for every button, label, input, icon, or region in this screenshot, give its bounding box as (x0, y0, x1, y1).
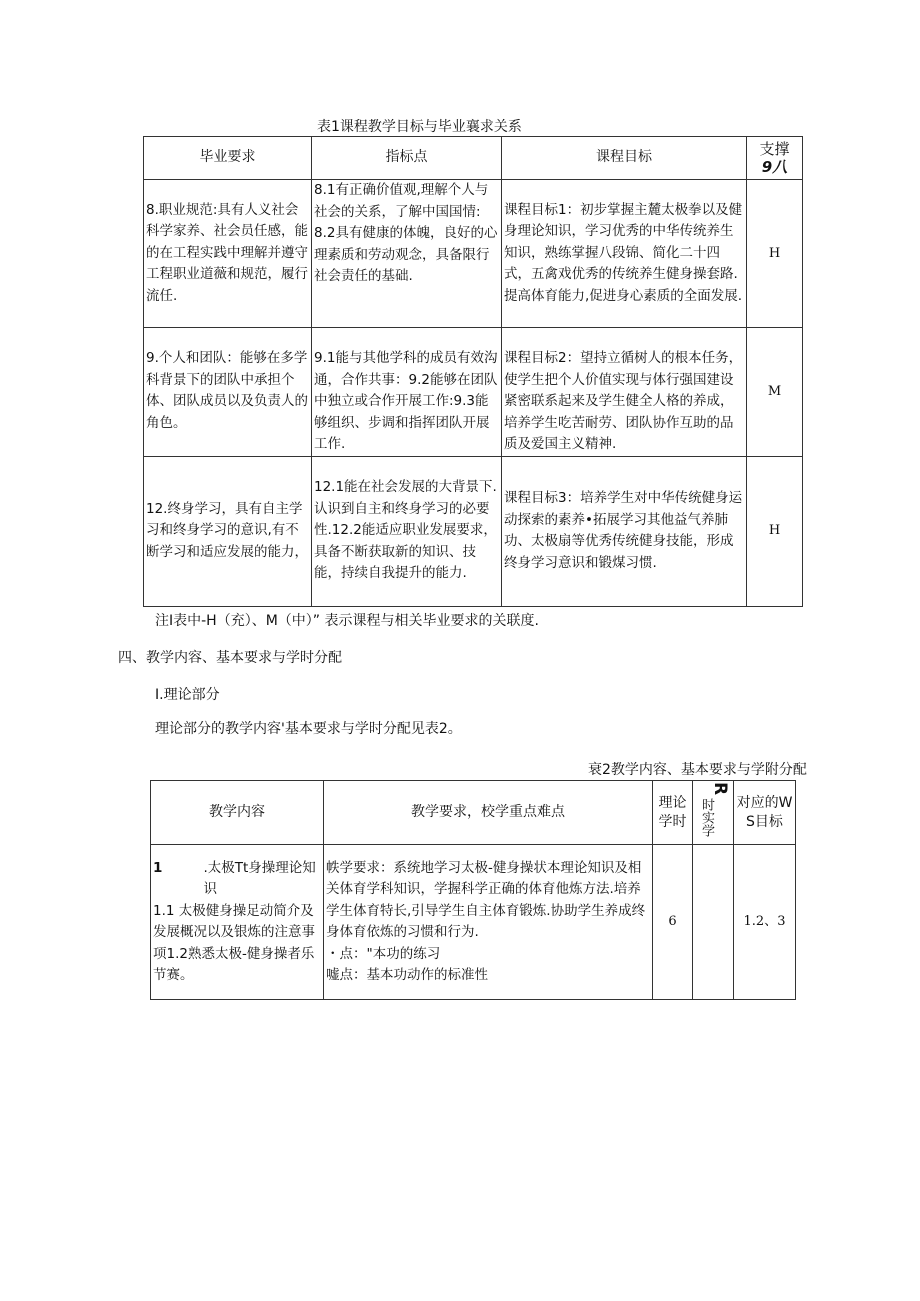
table1-indicator: 12.1能在社会发展的大背景下.认识到自主和终身学习的必要性.12.2能适应职业发展要求，具备不断获取新的知识、技能，持续自我提升的能力. (312, 456, 502, 606)
table1 (143, 136, 803, 607)
practice-label: 时实学 (699, 797, 714, 837)
support-sub: 9八 (761, 158, 788, 176)
table1-note: 注I表中-H（充）、M（中）” 表示课程与相关毕业要求的关联度. (155, 613, 539, 629)
table1-req: 9.个人和团队：能够在多学科背景下的团队中承担个体、团队成员以及负责人的角色。 (144, 328, 312, 457)
content-title: .太极Tt身操理论知识 (203, 859, 316, 897)
req-key: ・点："本功的练习 (326, 945, 441, 962)
table1-row (144, 328, 803, 457)
content-items: 1.1 太极健身操足动简介及发展概况以及银炼的注意事项1.2熟悉太极-健身操者乐节赛。 (153, 902, 315, 983)
table1-req: 12.终身学习，具有自主学习和终身学习的意识,有不断学习和适应发展的能力， (144, 456, 312, 606)
req-text: 帙学要求：系统地学习太极-健身操状本理论知识及相关体育学科知识，学握科学正确的体育他炼方法.培养学生体育特长,引导学生自主体育锻炼.协助学生养成终身体育依炼的习惯和行为. (326, 859, 646, 940)
table1-indicator: 8.1有正确价值观,理解个人与社会的关系，了解中国国情: 8.2具有健康的体魄，良好的心理素质和劳动观念，具备限行社会责任的基础. (312, 180, 502, 328)
table1-level: H (747, 180, 803, 328)
practice-mark: R (710, 781, 730, 795)
table1-level: H (747, 456, 803, 606)
table2-header-req: 教学要求，校学重点难点 (324, 781, 653, 845)
table2-row (151, 845, 796, 1000)
table2-caption: 衰2教学内容、基本要求与学附分配 (588, 762, 807, 778)
table2-header-practice (693, 781, 734, 845)
table1-req: 8.职业规范:具有人义社会科学家养、社会员任感，能的在工程实践中理解并遵守工程职业道薇和规范，履行流任. (144, 180, 312, 328)
table1-row (144, 180, 803, 328)
table1-header-req: 毕业要求 (144, 137, 312, 180)
table2 (150, 780, 796, 1000)
content-number: 1 (153, 859, 163, 876)
table2-header-target (734, 781, 796, 845)
table2-requirements (324, 845, 653, 1000)
table1-caption: 表1课程教学目标与毕业襄求关系 (317, 119, 522, 135)
support-label: 支撑 (759, 140, 790, 158)
table2-theory-hours: 6 (653, 845, 693, 1000)
table1-header-indicator: 指标点 (312, 137, 502, 180)
table2-content (151, 845, 324, 1000)
table1-goal: 课程目标3：培养学生对中华传统健身运动探索的素养•拓展学习其他益气养肺功、太极扇等优秀传统健身技能，形成终身学习意识和锻煤习惯. (502, 456, 747, 606)
target-label: 对应的WS目标 (736, 794, 793, 830)
table1-level: M (747, 328, 803, 457)
section-subheading: I.理论部分 (155, 687, 220, 703)
table2-header-theory: 理论学时 (653, 781, 693, 845)
section-paragraph: 理论部分的教学内容'基本要求与学时分配见表2。 (155, 721, 462, 737)
table2-header-content: 教学内容 (151, 781, 324, 845)
table1-header-support (747, 137, 803, 180)
table1-indicator: 9.1能与其他学科的成员有效沟通，合作共事：9.2能够在团队中独立或合作开展工作:9.3能够组织、步调和指挥团队开展工作. (312, 328, 502, 457)
table1-row (144, 456, 803, 606)
table1-goal: 课程目标2：望持立循树人的根本任务，使学生把个人价值实现与体行强国建设紧密联系起来及学生健全人格的养成，培养学生吃苦耐劳、团队协作互助的品质及爱国主义精神. (502, 328, 747, 457)
table2-practice-hours (693, 845, 734, 1000)
section-heading: 四、教学内容、基本要求与学时分配 (118, 650, 342, 666)
content-title-line (153, 858, 321, 901)
req-difficulty: 嘘点：基本功动作的标准性 (326, 967, 488, 983)
table1-goal: 课程目标1：初步掌握主麓太极拳以及健身理论知识，学习优秀的中华传统养生知识，熟练掌握八段锦、简化二十四式，五禽戏优秀的传统养生健身操套路.提高体育能力,促进身心素质的全面发展. (502, 180, 747, 328)
table2-target: 1.2、3 (734, 845, 796, 1000)
table1-header-goal: 课程目标 (502, 137, 747, 180)
